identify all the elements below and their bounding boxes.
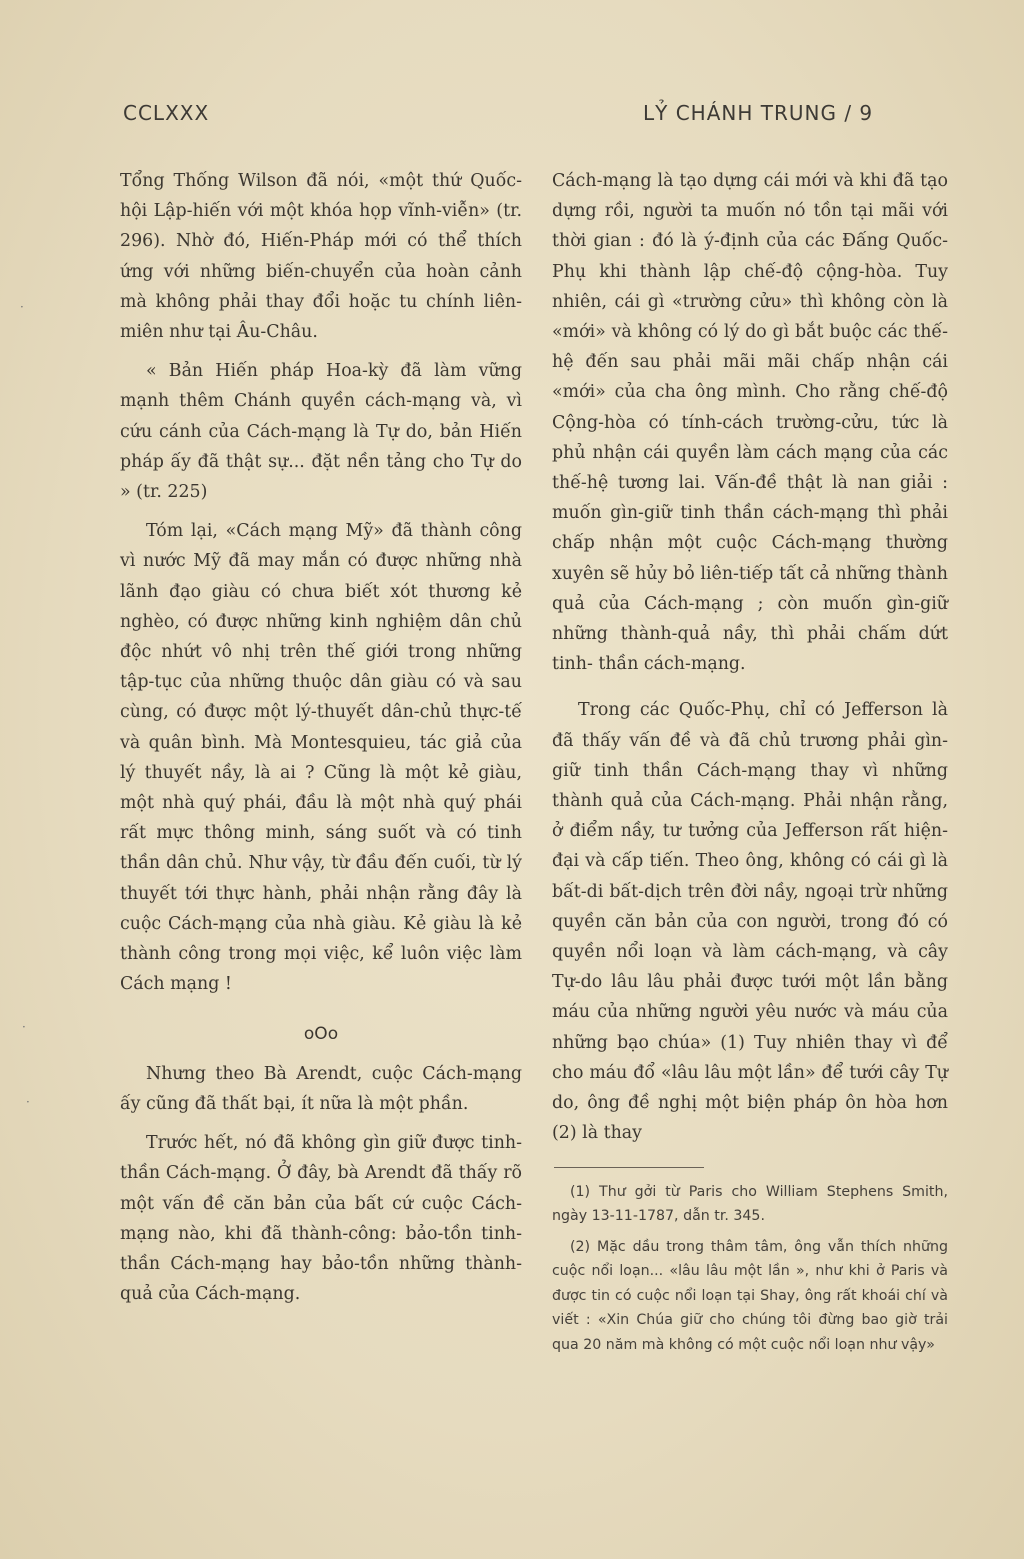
page-header-left: CCLXXX	[123, 101, 210, 125]
margin-speck: ·	[20, 300, 24, 314]
margin-speck: ·	[22, 1020, 26, 1034]
footnote: (2) Mặc dầu trong thâm tâm, ông vẫn thích những cuộc nổi loạn... «lâu lâu một lần », như khi ở Paris và được tin có cuộc nổi loạn tại Shay, ông rất khoái chí và viết : «Xin Chúa giữ cho chúng tôi đừng bao giờ trải qua 20 năm mà không có một cuộc nổi loạn như vậy»	[552, 1238, 948, 1353]
paragraph: Tóm lại, «Cách mạng Mỹ» đã thành công vì nước Mỹ đã may mắn có được những nhà lãnh đạo giàu có chưa biết xót thương kẻ nghèo, có được những kinh nghiệm dân chủ độc nhứt vô nhị trên thế giới trong những tập-tục của những thuộc dân giàu có và sau cùng, có được một lý-thuyết dân-chủ thực-tế và quân bình. Mà Montesquieu, tác giả của lý thuyết nầy, là ai ? Cũng là một kẻ giàu, một nhà quý phái, đầu là một nhà quý phái rất mực thông minh, sáng suốt và có tinh thần dân chủ. Như vậy, từ đầu đến cuối, từ lý thuyết tới thực hành, phải nhận rằng đây là cuộc Cách-mạng của nhà giàu. Kẻ giàu là kẻ thành công trong mọi việc, kể luôn việc làm Cách mạng !	[120, 521, 522, 995]
margin-speck: ·	[26, 1095, 30, 1109]
paragraph: Nhưng theo Bà Arendt, cuộc Cách-mạng ấy cũng đã thất bại, ít nữa là một phần.	[120, 1063, 522, 1114]
footnote-divider	[554, 1167, 704, 1168]
paragraph: Trước hết, nó đã không gìn giữ được tinh-thần Cách-mạng. Ở đây, bà Arendt đã thấy rõ một vấn đề căn bản của bất cứ cuộc Cách-mạng nào, khi đã thành-công: bảo-tồn tinh-thần Cách-mạng hay bảo-tồn những thành-quả của Cách-mạng.	[120, 1133, 522, 1305]
page-header-right: LỶ CHÁNH TRUNG / 9	[643, 101, 874, 125]
section-separator: oOo	[303, 1024, 339, 1045]
paragraph: Trong các Quốc-Phụ, chỉ có Jefferson là đã thấy vấn đề và đã chủ trương phải gìn-giữ tinh thần Cách-mạng thay vì những thành quả của Cách-mạng. Phải nhận rằng, ở điểm nầy, tư tưởng của Jefferson rất hiện-đại và cấp tiến. Theo ông, không có cái gì là bất-di bất-dịch trên đời nầy, ngoại trừ những quyền căn bản của con người, trong đó có quyền nổi loạn và làm cách-mạng, và cây Tự-do lâu lâu phải được tưới một lần bằng máu của những người yêu nước và máu của những bạo chúa» (1) Tuy nhiên thay vì để cho máu đổ «lâu lâu một lần» để tưới cây Tự do, ông đề nghị một biện pháp ôn hòa hơn (2) là thay	[552, 700, 948, 1144]
paragraph: Tổng Thống Wilson đã nói, «một thứ Quốc-hội Lập-hiến với một khóa họp vĩnh-viễn» (tr. 296). Nhờ đó, Hiến-Pháp mới có thể thích ứng với những biến-chuyển của hoàn cảnh mà không phải thay đổi hoặc tu chính liên-miên như tại Âu-Châu.	[120, 171, 522, 343]
paragraph: « Bản Hiến pháp Hoa-kỳ đã làm vững mạnh thêm Chánh quyền cách-mạng và, vì cứu cánh của Cách-mạng là Tự do, bản Hiến pháp ấy đã thật sự... đặt nền tảng cho Tự do » (tr. 225)	[120, 361, 522, 503]
right-column	[552, 166, 948, 1357]
footnote: (1) Thư gởi từ Paris cho William Stephens Smith, ngày 13-11-1787, dẫn tr. 345.	[552, 1183, 948, 1224]
left-column	[120, 166, 522, 1309]
paragraph: Cách-mạng là tạo dựng cái mới và khi đã tạo dựng rồi, người ta muốn nó tồn tại mãi với thời gian : đó là ý-định của các Đấng Quốc-Phụ khi thành lập chế-độ cộng-hòa. Tuy nhiên, cái gì «trường cửu» thì không còn là «mới» và không có lý do gì bắt buộc các thế-hệ đến sau phải mãi mãi chấp nhận cái «mới» của cha ông mình. Cho rằng chế-độ Cộng-hòa có tính-cách trường-cửu, tức là phủ nhận cái quyền làm cách mạng của các thế-hệ tương lai. Vấn-đề thật là nan giải : muốn gìn-giữ tinh thần cách-mạng thì phải chấp nhận một cuộc Cách-mạng thường xuyên sẽ hủy bỏ liên-tiếp tất cả những thành quả của Cách-mạng ; còn muốn gìn-giữ những thành-quả nầy, thì phải chấm dứt tinh- thần cách-mạng.	[552, 171, 948, 675]
footnotes	[552, 1180, 948, 1358]
